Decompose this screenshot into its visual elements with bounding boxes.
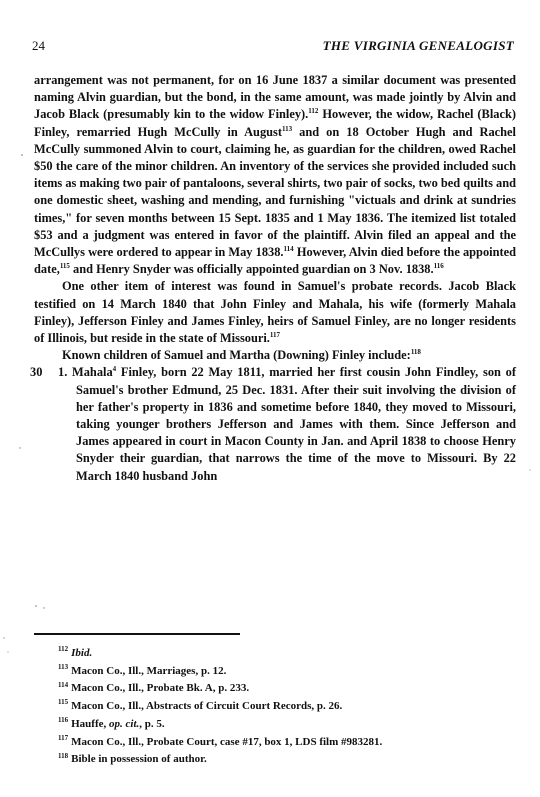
- footnote-marker[interactable]: 113: [282, 124, 293, 133]
- footnote: [58, 734, 518, 752]
- footnote-text: Macon Co., Ill., Probate Bk. A, p. 233.: [71, 682, 250, 695]
- footnote: [58, 645, 518, 663]
- text-run: One other item of interest was found in Samuel's probate records. Jacob Black testified on 14 March 1840 that John Finley and Mahala, his wife (formerly Mahala Finley), Jefferson Finley and James Finley, heirs of Samuel Finley, are no longer residents of Illinois, but reside in the state of Missouri.: [34, 279, 516, 346]
- footnote-rule: [34, 633, 240, 635]
- running-header: [32, 38, 514, 56]
- footnote-text: , p. 5.: [139, 717, 165, 730]
- text-run: 1. Mahala: [58, 365, 113, 380]
- footnote-text: Hauffe,: [71, 717, 110, 730]
- body-text: [30, 72, 516, 485]
- footnote-number: 118: [58, 751, 69, 760]
- footnote-number: 117: [58, 733, 69, 742]
- footnote-marker[interactable]: 114: [283, 244, 294, 253]
- footnote: [58, 751, 518, 769]
- page-number: 24: [32, 38, 45, 53]
- footnote-number: 115: [58, 698, 69, 707]
- paragraph: [34, 278, 516, 347]
- genealogy-entry: [30, 364, 516, 484]
- footnote: [58, 716, 518, 734]
- footnote-number: 113: [58, 663, 69, 672]
- paragraph: [34, 347, 516, 364]
- footnote-text: Macon Co., Ill., Probate Court, case #17, box 1, LDS film #983281.: [71, 735, 383, 748]
- footnote-marker[interactable]: 118: [410, 348, 421, 357]
- text-run: Finley, born 22 May 1811, married her first cousin John Findley, son of Samuel's brother Edmund, 25 Dec. 1831. After their suit involving the division of her father's property in 1836 and sometime before 1840, they moved to Missouri, taking younger brothers Jefferson and James with them. Since Jefferson and James appeared in court in Macon County in Jan. and April 1838 to choose Henry Snyder their guardian, that narrows the time of the move to Missouri. By 22 March 1840 husband John: [76, 365, 516, 483]
- footnote-text: Ibid.: [71, 647, 93, 659]
- entry-text: [34, 364, 516, 484]
- footnote-text: Macon Co., Ill., Abstracts of Circuit Court Records, p. 26.: [71, 700, 343, 713]
- footnote-marker[interactable]: 4: [112, 365, 117, 374]
- footnote-number: 116: [58, 716, 69, 725]
- entry-number: 30: [30, 365, 43, 380]
- footnote: [58, 698, 518, 716]
- footnote-marker[interactable]: 117: [269, 330, 281, 339]
- footnotes: [58, 645, 518, 769]
- text-run: and Henry Snyder was officially appointed guardian on 3 Nov. 1838.: [69, 262, 434, 277]
- footnote-text: Bible in possession of author.: [71, 753, 207, 766]
- text-run: However, Alvin died before the appointed date,: [34, 245, 516, 277]
- paragraph: [34, 72, 516, 278]
- footnote-marker[interactable]: 116: [433, 262, 444, 271]
- journal-title: THE VIRGINIA GENEALOGIST: [322, 38, 514, 53]
- footnote-number: 114: [58, 680, 69, 689]
- footnote-number: 112: [58, 645, 69, 654]
- footnote: [58, 680, 518, 698]
- footnote-text: op. cit.: [109, 717, 140, 730]
- footnote-marker[interactable]: 115: [59, 262, 70, 271]
- footnote-text: Macon Co., Ill., Marriages, p. 12.: [71, 664, 227, 677]
- footnote-marker[interactable]: 112: [308, 107, 319, 116]
- footnote: [58, 663, 518, 681]
- text-run: and on 18 October Hugh and Rachel McCully summoned Alvin to court, claiming he, as guardian for the children, owed Rachel $50 the care of the minor children. An inventory of the services she provided included such items as making two pair of pantaloons, several shirts, two pair of socks, two bed quilts and one domestic sheet, washing and mending, and furnishing "victuals and drink at sundries times," for seven months between 15 Sept. 1835 and 1 May 1836. The itemized list totaled $53 and a judgment was entered in favor of the plaintiff. Alvin filed an appeal and the McCullys were ordered to appear in May 1838.: [34, 124, 516, 260]
- text-run: Known children of Samuel and Martha (Downing) Finley include:: [62, 348, 411, 363]
- text-run: However, the widow, Rachel (Black) Finley, remarried Hugh McCully in August: [34, 107, 516, 139]
- text-run: arrangement was not permanent, for on 16 June 1837 a similar document was presented naming Alvin guardian, but the bond, in the same amount, was made jointly by Alvin and Jacob Black (presumably kin to the widow Finley).: [34, 73, 516, 122]
